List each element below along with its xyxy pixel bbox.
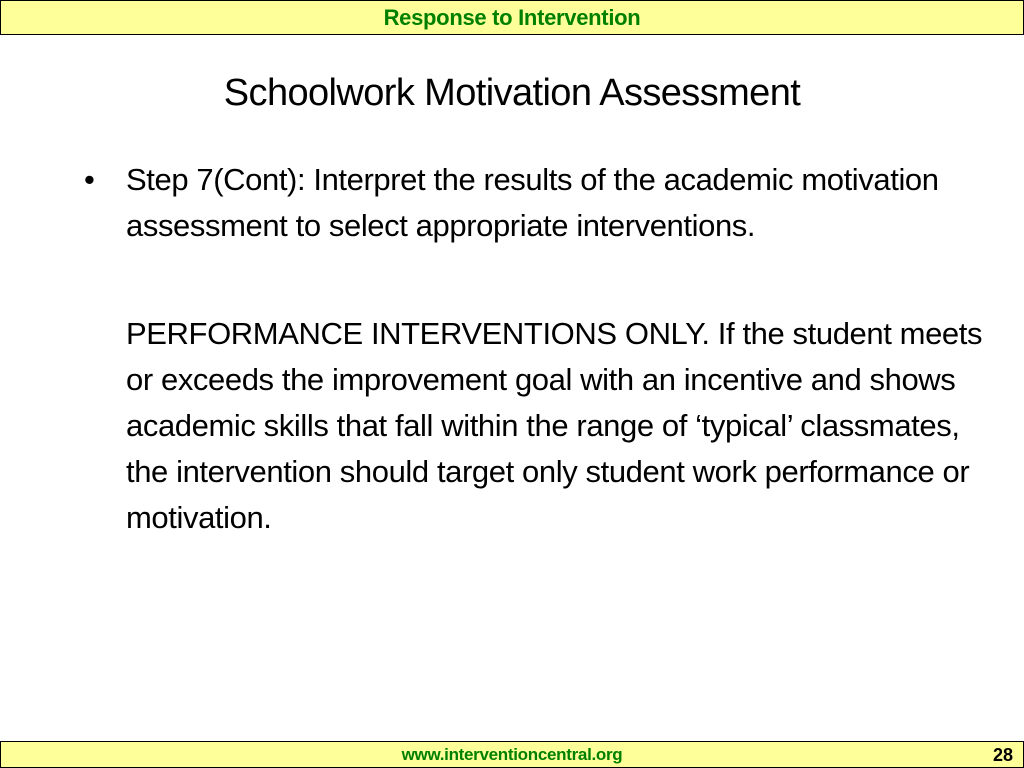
slide-title: Schoolwork Motivation Assessment xyxy=(223,72,801,114)
bullet-text: Step 7(Cont): Interpret the results of the academic motivation assessment to select appropriate interventions. xyxy=(126,162,939,243)
bullet-item xyxy=(84,157,984,249)
footer-bar xyxy=(0,741,1024,768)
body-paragraph: PERFORMANCE INTERVENTIONS ONLY. If the student meets or exceeds the improvement goal with an incentive and shows academic skills that fall within the range of ‘typical’ classmates, the intervention should target only student work performance or motivation. xyxy=(126,316,983,535)
slide-body xyxy=(84,157,984,541)
header-title: Response to Intervention xyxy=(383,4,641,30)
footer-url: www.interventioncentral.org xyxy=(401,745,623,764)
header-bar xyxy=(0,0,1024,35)
bullet-icon: • xyxy=(84,162,95,197)
page-number: 28 xyxy=(992,745,1013,765)
